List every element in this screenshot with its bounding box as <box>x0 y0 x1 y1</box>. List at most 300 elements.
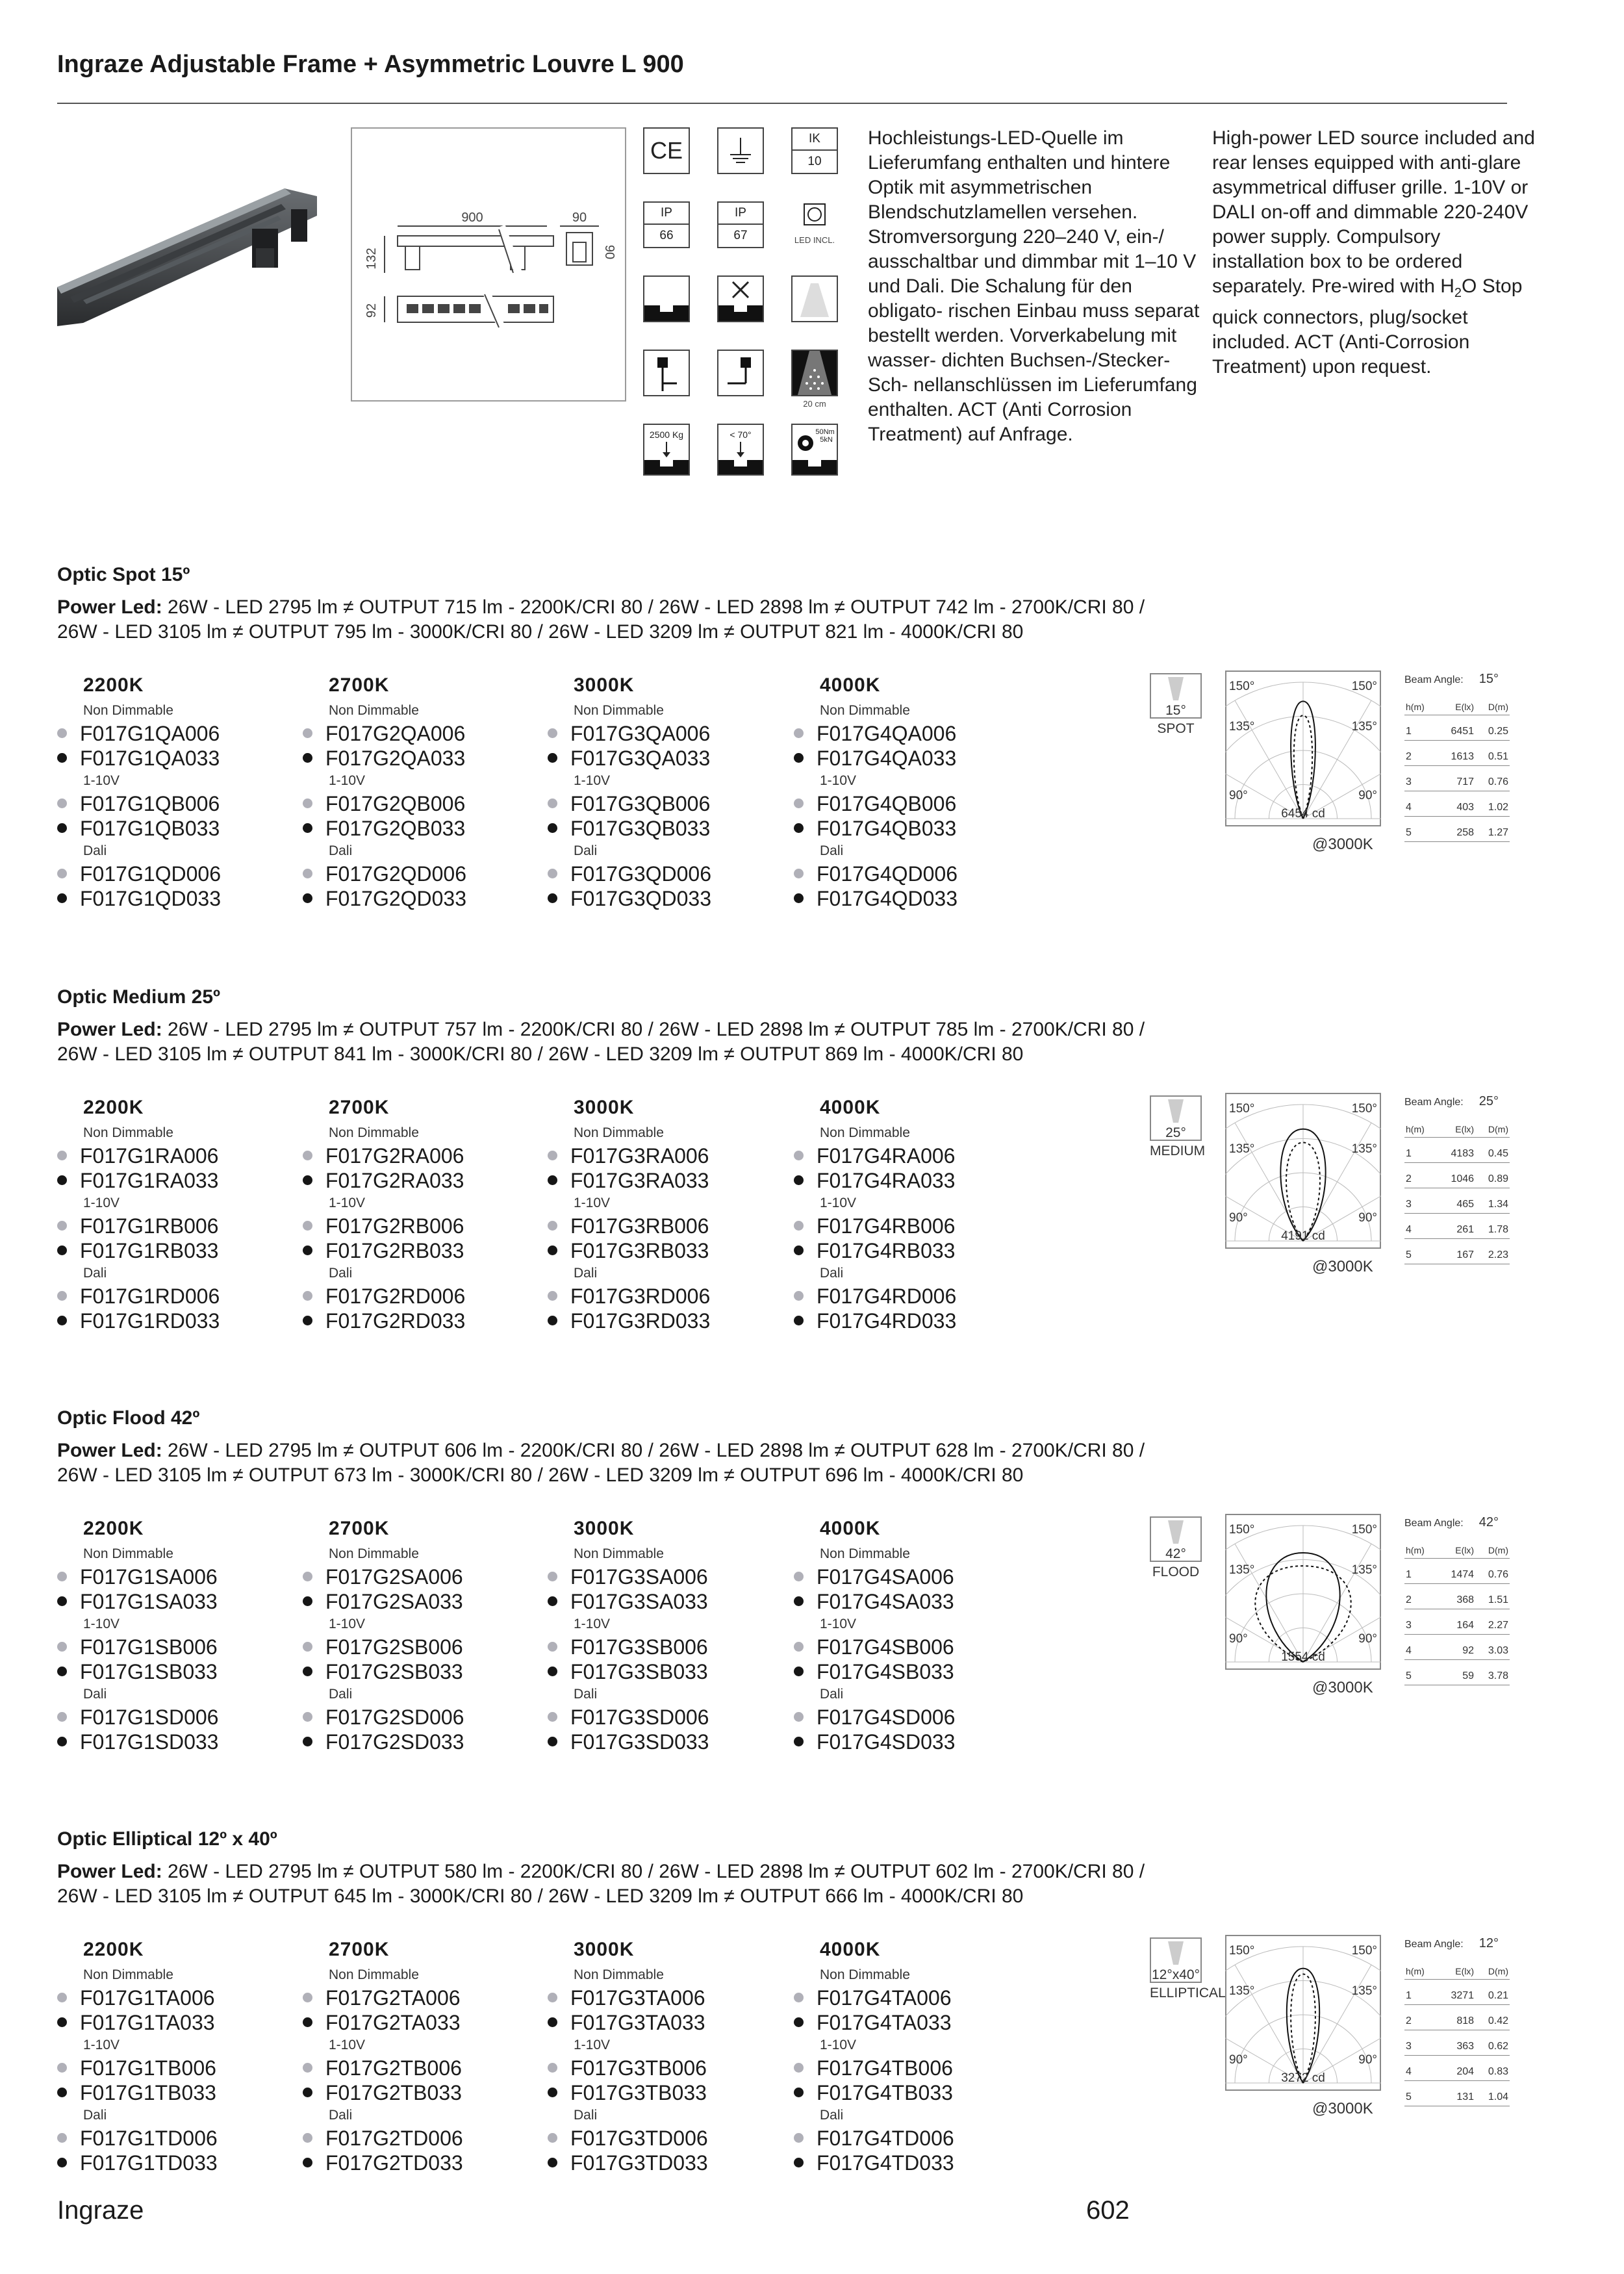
finish-grey-dot <box>794 1572 804 1581</box>
finish-grey-dot <box>794 869 804 878</box>
product-code <box>57 746 324 771</box>
finish-grey-dot <box>57 1151 67 1160</box>
tilt-icon <box>717 424 764 476</box>
product-code <box>303 2151 569 2175</box>
product-code-text: F017G1SA033 <box>80 1590 218 1613</box>
svg-text:50Nm: 50Nm <box>815 428 835 436</box>
product-code-text: F017G2QA033 <box>325 747 466 770</box>
dimming-type: Dali <box>83 843 107 858</box>
finish-black-dot <box>548 1316 557 1325</box>
product-code <box>303 791 569 816</box>
product-code <box>57 1238 324 1263</box>
product-code-text: F017G3SD033 <box>570 1730 709 1754</box>
beam-type-label: SPOT <box>1157 721 1195 736</box>
table-cell: 0.83 <box>1475 2056 1510 2081</box>
dimming-type: 1-10V <box>329 1616 366 1631</box>
dimming-type: Non Dimmable <box>820 1967 910 1982</box>
product-code <box>794 2151 1060 2175</box>
candela-value: 1554 cd <box>1281 1650 1325 1664</box>
product-code-text: F017G1TA006 <box>80 1986 215 2010</box>
finish-black-dot <box>57 753 67 763</box>
product-code <box>548 2151 814 2175</box>
finish-black-dot <box>548 1246 557 1255</box>
product-code <box>548 1168 814 1193</box>
dimming-type: Non Dimmable <box>329 1967 419 1982</box>
finish-grey-dot <box>303 728 312 738</box>
table-header: h(m) <box>1404 1119 1436 1138</box>
beam-angle-caption <box>1404 1094 1499 1109</box>
product-code-text: F017G2RD006 <box>325 1284 466 1308</box>
product-code-text: F017G3TA006 <box>570 1986 705 2010</box>
dimming-type: 1-10V <box>574 1616 611 1631</box>
product-code <box>57 862 324 886</box>
finish-black-dot <box>303 2158 312 2167</box>
table-cell: 92 <box>1436 1635 1475 1660</box>
beam-angle-caption <box>1404 1936 1499 1951</box>
product-code <box>57 1635 324 1659</box>
dimming-type: Non Dimmable <box>574 703 664 718</box>
angle-label: 90° <box>1358 2053 1377 2067</box>
finish-black-dot <box>303 1175 312 1185</box>
power-led-label: Power Led: <box>57 596 162 618</box>
product-code <box>57 1705 324 1730</box>
finish-black-dot <box>794 1175 804 1185</box>
product-code <box>794 2010 1060 2035</box>
dimming-type: 1-10V <box>83 2038 120 2052</box>
angle-label: 150° <box>1351 1944 1377 1958</box>
finish-black-dot <box>794 1246 804 1255</box>
product-code <box>548 1565 814 1589</box>
product-code-text: F017G4TD006 <box>817 2127 954 2150</box>
product-code-text: F017G2QA006 <box>325 722 466 745</box>
finish-grey-dot <box>57 728 67 738</box>
temperature-column <box>80 1097 324 1333</box>
product-code-text: F017G4RA033 <box>817 1169 956 1192</box>
product-code <box>794 816 1060 841</box>
product-code <box>794 1565 1060 1589</box>
power-led-specs: 26W - LED 2795 lm ≠ OUTPUT 606 lm - 2200K/CRI 80 / 26W - LED 2898 lm ≠ OUTPUT 628 lm - 2700K/CRI 80 / 26W - LED 3105 lm ≠ OUTPUT 673 lm - 3000K/CRI 80 / 26W - LED 3209 lm ≠ OUTPUT 696 lm - 4000K/CRI 80 <box>57 1440 1145 1486</box>
product-code-text: F017G1RD006 <box>80 1284 220 1308</box>
beam-distance-icon <box>791 350 838 396</box>
finish-grey-dot <box>794 2063 804 2073</box>
finish-grey-dot <box>794 1993 804 2002</box>
finish-black-dot <box>57 2088 67 2097</box>
table-cell: 0.45 <box>1475 1138 1510 1163</box>
dim-length: 900 <box>461 211 483 225</box>
table-header: E(lx) <box>1436 1540 1475 1559</box>
color-temp-note: @3000K <box>1312 1679 1373 1696</box>
table-row <box>1404 741 1510 766</box>
dimming-type: 1-10V <box>820 1616 857 1631</box>
table-cell: 1 <box>1404 1980 1436 2005</box>
product-code-text: F017G4SD006 <box>817 1706 956 1729</box>
product-code-text: F017G4TB033 <box>817 2081 953 2104</box>
table-cell: 5 <box>1404 817 1436 842</box>
color-temp-note: @3000K <box>1312 2100 1373 2117</box>
load-icon <box>643 424 690 476</box>
section-title: Optic Spot 15º <box>57 564 190 585</box>
product-code-text: F017G2SB006 <box>325 1635 463 1659</box>
table-row <box>1404 2056 1510 2081</box>
led-incl-label: LED INCL. <box>794 235 835 245</box>
product-code-text: F017G1TB006 <box>80 2056 216 2080</box>
product-code-text: F017G1RA033 <box>80 1169 219 1192</box>
beam-angle-label: Beam Angle: <box>1404 674 1464 685</box>
table-header: h(m) <box>1404 1961 1436 1980</box>
product-code <box>303 2080 569 2105</box>
product-code-text: F017G2TD033 <box>325 2151 463 2175</box>
footer-brand: Ingraze <box>57 2196 144 2225</box>
product-code-text: F017G4TA006 <box>817 1986 952 2010</box>
polar-diagram <box>1225 1514 1381 1670</box>
temperature-column <box>570 1518 814 1754</box>
product-code <box>548 1284 814 1309</box>
color-temperature: 2700K <box>329 674 390 696</box>
finish-black-dot <box>303 1246 312 1255</box>
product-code-text: F017G2SA033 <box>325 1590 463 1613</box>
product-code-text: F017G4SB006 <box>817 1635 954 1659</box>
finish-black-dot <box>57 1246 67 1255</box>
product-code <box>794 2056 1060 2080</box>
table-header: D(m) <box>1475 1961 1510 1980</box>
temperature-column <box>325 1518 569 1754</box>
dimming-type: Non Dimmable <box>329 1125 419 1140</box>
table-cell: 4 <box>1404 1214 1436 1239</box>
finish-grey-dot <box>57 2063 67 2073</box>
product-photo <box>57 170 317 339</box>
table-row <box>1404 1214 1510 1239</box>
finish-black-dot <box>303 753 312 763</box>
dimming-type: Dali <box>820 843 844 858</box>
table-row <box>1404 1163 1510 1188</box>
finish-grey-dot <box>57 1221 67 1231</box>
product-code <box>548 886 814 911</box>
table-cell: 0.89 <box>1475 1163 1510 1188</box>
finish-grey-dot <box>548 1572 557 1581</box>
dimming-type: 1-10V <box>574 2038 611 2052</box>
product-code-text: F017G2RD033 <box>325 1309 466 1333</box>
product-code <box>57 1284 324 1309</box>
finish-black-dot <box>794 2158 804 2167</box>
beam-cone-icon <box>1150 1095 1202 1141</box>
product-code-text: F017G1TD006 <box>80 2127 218 2150</box>
product-code <box>303 1309 569 1333</box>
table-cell: 1.78 <box>1475 1214 1510 1239</box>
dimming-type: 1-10V <box>83 773 120 788</box>
color-temperature: 4000K <box>820 674 881 696</box>
candela-value: 3272 cd <box>1281 2071 1325 2085</box>
finish-grey-dot <box>303 2133 312 2143</box>
product-code-text: F017G3QA006 <box>570 722 711 745</box>
product-code <box>794 2080 1060 2105</box>
dimming-type: Non Dimmable <box>574 1125 664 1140</box>
product-code-text: F017G4RD006 <box>817 1284 957 1308</box>
product-code <box>303 746 569 771</box>
product-code-text: F017G4TA033 <box>817 2011 952 2034</box>
dimming-type: 1-10V <box>574 773 611 788</box>
finish-black-dot <box>548 2088 557 2097</box>
finish-black-dot <box>303 2017 312 2027</box>
finish-grey-dot <box>548 1221 557 1231</box>
temperature-column <box>570 1097 814 1333</box>
product-code-text: F017G2SD006 <box>325 1706 464 1729</box>
dimming-type: Dali <box>329 1266 353 1281</box>
product-code-text: F017G4QA006 <box>817 722 957 745</box>
finish-grey-dot <box>794 1151 804 1160</box>
svg-text:< 70°: < 70° <box>730 429 752 440</box>
product-code-text: F017G2RA006 <box>325 1144 464 1168</box>
table-cell: 1046 <box>1436 1163 1475 1188</box>
beam-angle-label: Beam Angle: <box>1404 1518 1464 1529</box>
product-code-text: F017G3SD006 <box>570 1706 709 1729</box>
light-emission-icon <box>791 275 838 322</box>
svg-text:5kN: 5kN <box>820 436 833 444</box>
finish-black-dot <box>794 2088 804 2097</box>
no-cover-icon <box>717 275 764 322</box>
color-temperature: 2200K <box>83 1939 144 1960</box>
dimming-type: Dali <box>820 2108 844 2123</box>
color-temperature: 3000K <box>574 1518 635 1539</box>
beam-cone-icon <box>1150 673 1202 719</box>
product-code-text: F017G1SA006 <box>80 1565 218 1589</box>
dimming-type: Dali <box>574 2108 598 2123</box>
table-row <box>1404 1188 1510 1214</box>
product-code <box>548 862 814 886</box>
dimming-type: 1-10V <box>83 1616 120 1631</box>
finish-grey-dot <box>57 1712 67 1722</box>
color-temp-note: @3000K <box>1312 1258 1373 1275</box>
product-code <box>794 1659 1060 1684</box>
product-code <box>548 1143 814 1168</box>
angle-label: 150° <box>1229 1102 1255 1116</box>
color-temperature: 2700K <box>329 1939 390 1960</box>
angle-label: 135° <box>1351 1984 1377 1998</box>
product-code <box>303 816 569 841</box>
product-code <box>57 1730 324 1754</box>
product-code-text: F017G2TB006 <box>325 2056 462 2080</box>
finish-grey-dot <box>303 869 312 878</box>
table-row <box>1404 2081 1510 2106</box>
illuminance-table <box>1404 696 1510 842</box>
connection-icon <box>717 350 764 396</box>
led-incl-icon <box>791 201 838 240</box>
dimming-type: 1-10V <box>820 2038 857 2052</box>
finish-grey-dot <box>303 1151 312 1160</box>
product-code-text: F017G3RB033 <box>570 1239 709 1262</box>
product-code <box>303 1214 569 1238</box>
product-code <box>548 791 814 816</box>
product-code-text: F017G3QD033 <box>570 887 712 910</box>
title-rule <box>57 103 1507 104</box>
table-cell: 0.42 <box>1475 2005 1510 2030</box>
dimming-type: Non Dimmable <box>820 703 910 718</box>
product-code <box>57 721 324 746</box>
table-cell: 3.03 <box>1475 1635 1510 1660</box>
color-temperature: 3000K <box>574 674 635 696</box>
product-code <box>548 2080 814 2105</box>
dimming-type: Dali <box>329 1687 353 1702</box>
power-led-label: Power Led: <box>57 1440 162 1461</box>
product-code <box>548 1238 814 1263</box>
finish-black-dot <box>548 1596 557 1606</box>
table-cell: 204 <box>1436 2056 1475 2081</box>
table-header: h(m) <box>1404 1540 1436 1559</box>
product-code <box>303 1986 569 2010</box>
beam-angle-label: Beam Angle: <box>1404 1939 1464 1950</box>
product-code <box>303 1730 569 1754</box>
angle-label: 135° <box>1229 1142 1255 1156</box>
finish-black-dot <box>794 1667 804 1676</box>
product-code <box>548 2056 814 2080</box>
finish-grey-dot <box>303 2063 312 2073</box>
finish-black-dot <box>794 2017 804 2027</box>
finish-grey-dot <box>303 1221 312 1231</box>
finish-black-dot <box>303 2088 312 2097</box>
dimming-type: Dali <box>83 2108 107 2123</box>
angle-label: 150° <box>1351 1102 1377 1116</box>
finish-black-dot <box>303 1737 312 1746</box>
illuminance-table <box>1404 1961 1510 2106</box>
table-cell: 258 <box>1436 817 1475 842</box>
table-cell: 465 <box>1436 1188 1475 1214</box>
table-row <box>1404 2030 1510 2056</box>
product-code-text: F017G4SA006 <box>817 1565 954 1589</box>
table-cell: 2 <box>1404 1584 1436 1609</box>
finish-grey-dot <box>57 1291 67 1301</box>
angle-label: 135° <box>1351 1142 1377 1156</box>
product-code-text: F017G2RA033 <box>325 1169 464 1192</box>
table-cell: 5 <box>1404 2081 1436 2106</box>
finish-grey-dot <box>794 1642 804 1652</box>
finish-grey-dot <box>57 2133 67 2143</box>
product-code-text: F017G2TA033 <box>325 2011 461 2034</box>
finish-black-dot <box>57 1667 67 1676</box>
product-code <box>794 1143 1060 1168</box>
dimming-type: 1-10V <box>820 773 857 788</box>
product-code-text: F017G4SA033 <box>817 1590 954 1613</box>
candela-value: 6454 cd <box>1281 807 1325 821</box>
temperature-column <box>817 1097 1060 1333</box>
finish-black-dot <box>57 823 67 833</box>
table-cell: 0.62 <box>1475 2030 1510 2056</box>
angle-label: 135° <box>1351 720 1377 734</box>
product-code-text: F017G3RA006 <box>570 1144 709 1168</box>
svg-text:2500 Kg: 2500 Kg <box>649 429 684 440</box>
product-code-text: F017G3SA033 <box>570 1590 708 1613</box>
product-code <box>303 1635 569 1659</box>
temperature-column <box>817 1939 1060 2175</box>
product-code-text: F017G2RB006 <box>325 1214 464 1238</box>
ce-mark-icon <box>643 127 690 174</box>
color-temperature: 2200K <box>83 1097 144 1118</box>
table-cell: 261 <box>1436 1214 1475 1239</box>
product-code-text: F017G4TD033 <box>817 2151 954 2175</box>
angle-label: 150° <box>1351 1523 1377 1537</box>
beam-type-label: MEDIUM <box>1150 1143 1206 1158</box>
product-code <box>794 1214 1060 1238</box>
table-cell: 1.02 <box>1475 791 1510 817</box>
angle-label: 90° <box>1229 789 1248 802</box>
beam-degree: 15° <box>1165 703 1186 718</box>
table-cell: 368 <box>1436 1584 1475 1609</box>
beam-type-icon <box>1150 1516 1202 1580</box>
product-code-text: F017G3SB033 <box>570 1660 708 1683</box>
finish-black-dot <box>548 893 557 903</box>
torque-icon <box>791 424 838 476</box>
product-code <box>57 1986 324 2010</box>
product-code <box>303 1284 569 1309</box>
product-code-text: F017G1TB033 <box>80 2081 216 2104</box>
product-code-text: F017G4RD033 <box>817 1309 957 1333</box>
table-cell: 0.51 <box>1475 741 1510 766</box>
finish-black-dot <box>794 823 804 833</box>
illuminance-table <box>1404 1119 1510 1264</box>
table-cell: 2 <box>1404 1163 1436 1188</box>
table-cell: 0.76 <box>1475 1559 1510 1584</box>
product-code <box>57 2056 324 2080</box>
finish-grey-dot <box>794 1221 804 1231</box>
finish-black-dot <box>548 753 557 763</box>
finish-black-dot <box>548 1175 557 1185</box>
table-cell: 0.25 <box>1475 715 1510 741</box>
finish-black-dot <box>548 1667 557 1676</box>
color-temperature: 2200K <box>83 1518 144 1539</box>
product-code <box>303 1565 569 1589</box>
table-cell: 5 <box>1404 1660 1436 1685</box>
beam-angle-label: Beam Angle: <box>1404 1097 1464 1108</box>
dimming-type: Non Dimmable <box>83 1967 173 1982</box>
finish-black-dot <box>548 1737 557 1746</box>
temperature-column <box>325 1939 569 2175</box>
table-cell: 1.04 <box>1475 2081 1510 2106</box>
table-cell: 3.78 <box>1475 1660 1510 1685</box>
dimming-type: Dali <box>329 843 353 858</box>
product-code <box>303 721 569 746</box>
beam-degree: 42° <box>1165 1546 1186 1561</box>
table-cell: 59 <box>1436 1660 1475 1685</box>
product-code <box>794 2126 1060 2151</box>
product-code <box>794 1284 1060 1309</box>
product-code <box>57 2126 324 2151</box>
product-code <box>57 1309 324 1333</box>
product-code-text: F017G3TB006 <box>570 2056 707 2080</box>
product-code-text: F017G4SD033 <box>817 1730 956 1754</box>
beam-angle-value: 25° <box>1478 1094 1499 1108</box>
polar-diagram <box>1225 1093 1381 1249</box>
ip67-badge: IP 67 <box>717 201 764 248</box>
finish-black-dot <box>303 823 312 833</box>
product-code <box>548 1705 814 1730</box>
product-code-text: F017G3RD006 <box>570 1284 711 1308</box>
product-code <box>794 886 1060 911</box>
product-code <box>57 886 324 911</box>
product-code <box>57 2080 324 2105</box>
product-code <box>794 1730 1060 1754</box>
product-code-text: F017G3QD006 <box>570 862 712 886</box>
dimming-type: Non Dimmable <box>329 1546 419 1561</box>
dimming-type: 1-10V <box>820 1195 857 1210</box>
product-code <box>303 1589 569 1614</box>
finish-grey-dot <box>57 869 67 878</box>
polar-diagram <box>1225 1935 1381 2091</box>
dimming-type: 1-10V <box>329 773 366 788</box>
product-code-text: F017G1RD033 <box>80 1309 220 1333</box>
temperature-column <box>80 674 324 911</box>
table-row <box>1404 1138 1510 1163</box>
product-code <box>303 1168 569 1193</box>
product-code-text: F017G1RB033 <box>80 1239 219 1262</box>
table-cell: 363 <box>1436 2030 1475 2056</box>
